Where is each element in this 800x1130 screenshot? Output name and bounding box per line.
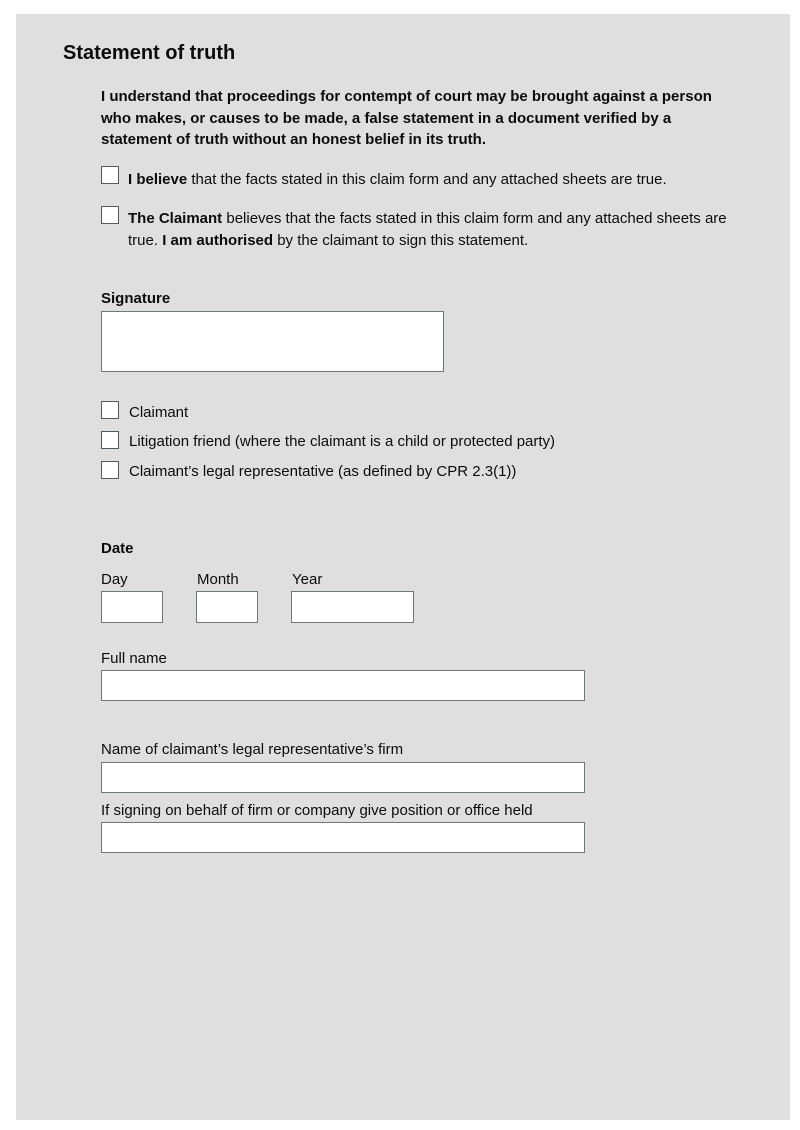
firm-name-label: Name of claimant’s legal representative’s firm <box>101 741 404 758</box>
authorised-text: by the claimant to sign this statement. <box>273 231 529 249</box>
position-label: If signing on behalf of firm or company give position or office held <box>101 802 533 819</box>
role-claimant-checkbox[interactable] <box>101 401 119 419</box>
claimant-believes-checkbox[interactable] <box>101 206 119 224</box>
claimant-believes-text: believes that the facts stated in this claim form and any attached sheets are true. <box>128 210 727 249</box>
role-litigation-friend-checkbox[interactable] <box>101 431 119 449</box>
contempt-warning-text: I understand that proceedings for contempt of court may be brought against a person who makes, or causes to be made, a false statement in a document verified by a statement of truth without an honest belief in its truth. <box>101 88 712 148</box>
month-input[interactable] <box>196 591 258 623</box>
i-believe-text: that the facts stated in this claim form and any attached sheets are true. <box>187 171 667 188</box>
year-input[interactable] <box>291 591 414 623</box>
full-name-input[interactable] <box>101 670 585 701</box>
year-label: Year <box>292 571 323 588</box>
section-heading: Statement of truth <box>63 42 236 64</box>
day-label: Day <box>101 571 128 588</box>
position-input[interactable] <box>101 822 585 853</box>
claimant-bold: The Claimant <box>128 210 223 227</box>
i-believe-bold: I believe <box>128 171 188 188</box>
firm-name-input[interactable] <box>101 762 585 793</box>
signature-field[interactable] <box>101 311 444 372</box>
date-label: Date <box>101 540 134 557</box>
claimant-believes-statement <box>128 208 738 251</box>
full-name-label: Full name <box>101 650 167 667</box>
signature-label: Signature <box>101 290 171 307</box>
authorised-bold: I am authorised <box>162 231 274 249</box>
role-claimant-label: Claimant <box>129 404 189 421</box>
month-label: Month <box>197 571 239 588</box>
role-legal-representative-label: Claimant’s legal representative (as defined by CPR 2.3(1)) <box>129 463 517 480</box>
role-litigation-friend-label: Litigation friend (where the claimant is a child or protected party) <box>129 433 556 450</box>
i-believe-checkbox[interactable] <box>101 166 119 184</box>
role-legal-representative-checkbox[interactable] <box>101 461 119 479</box>
day-input[interactable] <box>101 591 163 623</box>
i-believe-statement <box>128 169 738 191</box>
